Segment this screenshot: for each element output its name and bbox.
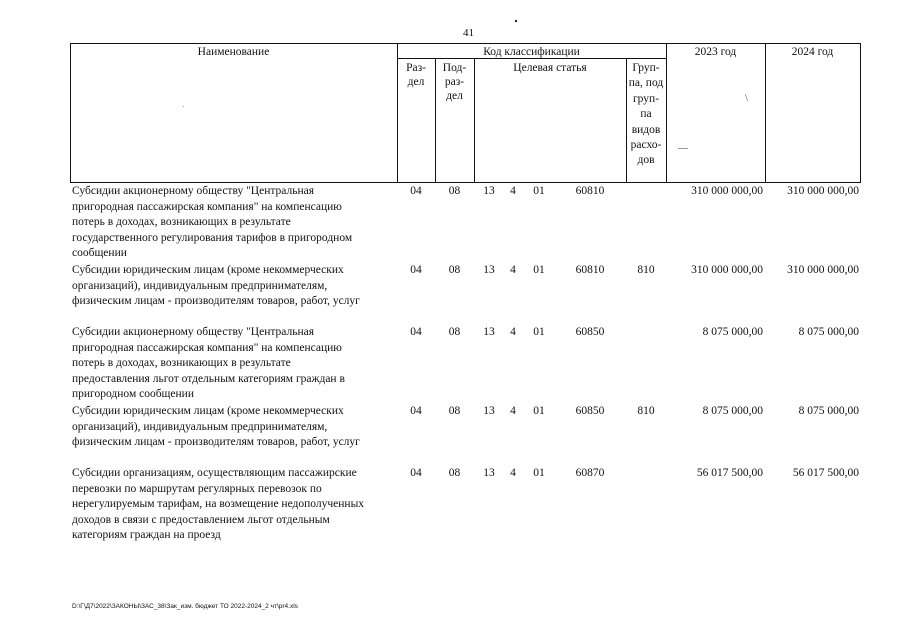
page-number: 41 [463,27,474,39]
row-name [72,325,390,403]
cell-y2023: 8 075 000,00 [702,405,763,417]
row-name-line: организаций), индивидуальным предпринимателям, [72,279,328,292]
row-name-line: нерегулируемым тарифам, на возмещение недополученных [72,498,365,511]
row-name-line: физическим лицам - производителям товаров, работ, услуг [72,436,360,449]
cell-vid: 810 [637,405,655,417]
cell-c3: 01 [533,264,545,276]
cell-podrazdel: 08 [448,264,461,276]
cell-razdel: 04 [410,185,422,197]
row-name-line: предоставления льгот отдельным категориям граждан в [72,372,345,385]
row-name-line: сообщении [72,247,127,260]
row-name [72,184,390,262]
row-name-line: Субсидии юридическим лицам (кроме некоммерческих [72,264,344,276]
cell-y2023: 310 000 000,00 [691,264,763,276]
cell-c2: 4 [510,185,516,197]
file-path-footer: D:\Г\Д7\2022\ЗАКОНЫ\ЗАС_38\Зак_изм. бюджет ТО 2022-2024_2 чт\pr4.xls [72,603,298,610]
cell-y2024: 310 000 000,00 [787,264,859,276]
cell-c2: 4 [510,405,516,417]
header-2023: 2023 год [694,46,737,58]
cell-c4: 60810 [575,185,605,197]
cell-c1: 13 [483,467,495,479]
cell-razdel: 04 [410,405,422,417]
cell-podrazdel: 08 [448,326,461,338]
row-name-line: физическим лицам - производителям товаров, работ, услуг [72,295,360,308]
row-name [72,466,390,544]
cell-y2023: 8 075 000,00 [702,326,763,338]
scan-mark: · [182,103,185,111]
cell-c4: 60810 [575,264,605,276]
row-name-line: Субсидии юридическим лицам (кроме некоммерческих [72,405,344,417]
cell-razdel: 04 [410,264,422,276]
cell-c3: 01 [533,405,545,417]
header-target: Целевая статья [513,62,587,74]
row-name-line: Субсидии организациям, осуществляющим пассажирские [72,467,357,479]
cell-c1: 13 [483,326,495,338]
row-name-line: организаций), индивидуальным предпринимателям, [72,420,328,433]
cell-c3: 01 [533,326,545,338]
cell-y2023: 310 000 000,00 [691,185,763,197]
cell-vid: 810 [637,264,655,276]
cell-c1: 13 [483,264,495,276]
cell-y2024: 8 075 000,00 [798,405,859,417]
cell-c2: 4 [510,467,516,479]
cell-y2024: 56 017 500,00 [792,467,859,479]
header-name: Наименование [197,46,270,58]
row-name [72,263,390,310]
cell-podrazdel: 08 [448,185,461,197]
scan-mark: — [678,143,688,154]
row-name-line: пригородная пассажирская компания" на компенсацию [72,200,342,213]
row-name-line: потерь в доходах, возникающих в результате [72,216,291,229]
cell-y2023: 56 017 500,00 [696,467,763,479]
cell-c1: 13 [483,185,495,197]
row-name-line: категориям граждан на проезд [72,529,221,542]
cell-podrazdel: 08 [448,405,461,417]
row-name-line: пригородном сообщении [72,388,194,401]
header-group: Груп- па, под груп- па видов расхо- дов [628,62,664,167]
header-section: Раз- дел [406,62,426,88]
cell-podrazdel: 08 [448,467,461,479]
scan-speck [515,20,517,22]
header-subsection: Под- раз- дел [442,62,467,102]
cell-c4: 60850 [575,405,605,417]
cell-c4: 60870 [575,467,605,479]
cell-y2024: 310 000 000,00 [787,185,859,197]
cell-c1: 13 [483,405,495,417]
row-name-line: перевозки по маршрутам регулярных перевозок по [72,482,322,495]
row-name-line: потерь в доходах, возникающих в результате [72,357,291,370]
row-name [72,404,390,451]
cell-c3: 01 [533,467,545,479]
cell-y2024: 8 075 000,00 [798,326,859,338]
cell-razdel: 04 [410,467,422,479]
row-name-line: Субсидии акционерному обществу "Центральная [72,185,315,197]
row-name-line: доходов в связи с предоставлением льгот отдельным [72,513,330,526]
scan-mark: \ [745,93,748,104]
row-name-line: Субсидии акционерному обществу "Центральная [72,326,315,338]
cell-c3: 01 [533,185,545,197]
cell-razdel: 04 [410,326,422,338]
cell-c2: 4 [510,326,516,338]
row-name-line: пригородная пассажирская компания" на компенсацию [72,341,342,354]
header-classification: Код классификации [483,46,580,58]
cell-c2: 4 [510,264,516,276]
row-name-line: государственного регулирования тарифов в пригородном [72,231,353,244]
header-2024: 2024 год [791,46,834,58]
cell-c4: 60850 [575,326,605,338]
